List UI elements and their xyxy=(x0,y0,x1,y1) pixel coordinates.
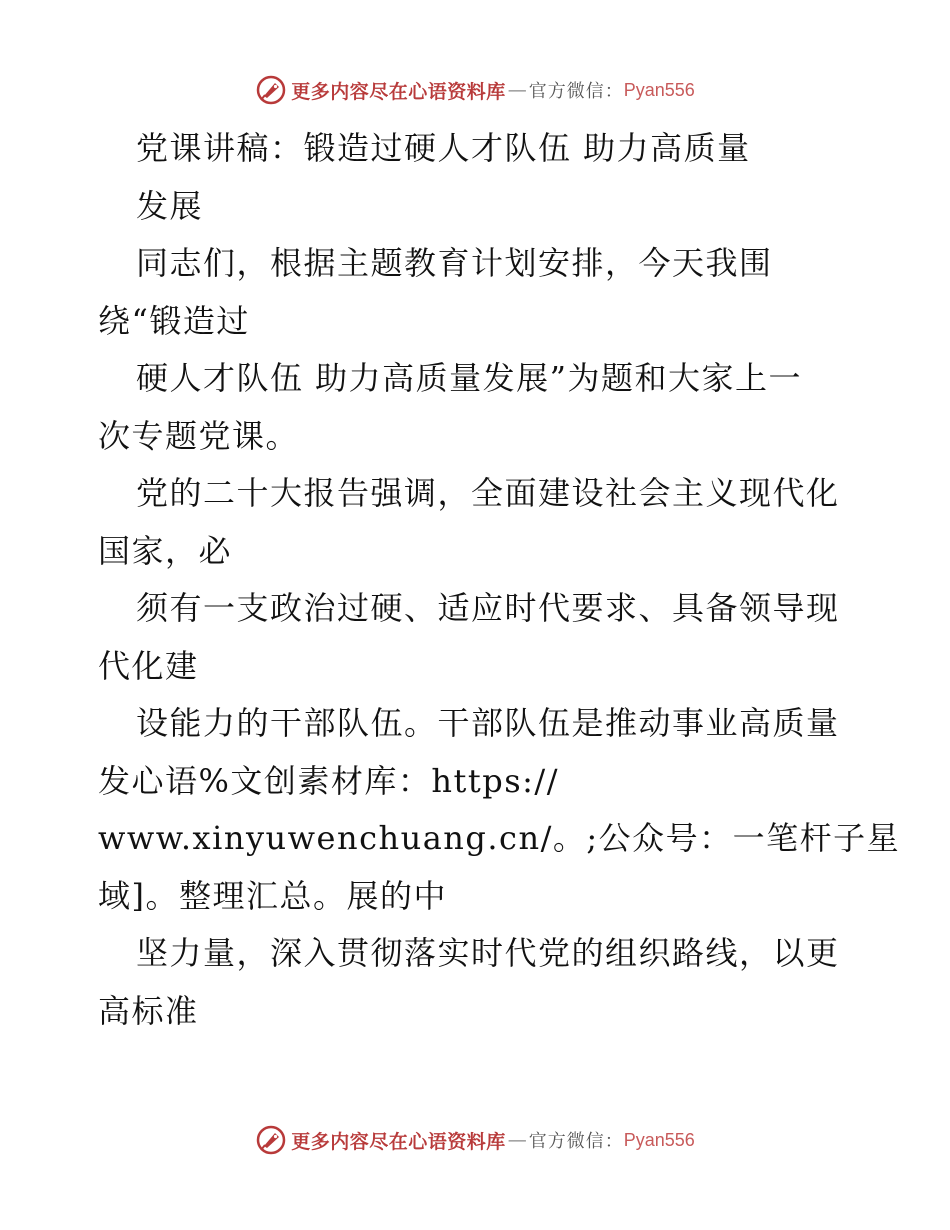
document-line: 须有一支政治过硬、适应时代要求、具备领导现 xyxy=(136,589,840,627)
header-watermark xyxy=(0,70,950,110)
pen-nib-circle-icon xyxy=(255,1124,287,1156)
watermark-wechat-id: Pyan556 xyxy=(623,1129,695,1150)
watermark-official-label: 官方微信： xyxy=(528,81,624,102)
watermark-brand: 更多内容尽在心语资料库 xyxy=(291,1130,506,1153)
watermark-official-label: 官方微信： xyxy=(528,1131,624,1152)
watermark-brand: 更多内容尽在心语资料库 xyxy=(291,80,506,103)
document-line: 坚力量，深入贯彻落实时代党的组织路线，以更 xyxy=(136,934,840,972)
document-body xyxy=(98,120,901,1040)
document-line: 高标准 xyxy=(98,991,199,1030)
watermark-wechat-id: Pyan556 xyxy=(623,79,695,100)
document-line: 次专题党课。 xyxy=(98,416,300,455)
watermark-separator: — xyxy=(507,79,527,101)
document-line: 绕“锻造过 xyxy=(98,301,250,340)
footer-watermark xyxy=(0,1120,950,1160)
document-line: 硬人才队伍 助力高质量发展”为题和大家上一 xyxy=(136,359,803,397)
document-line: 发心语%文创素材库：https:// xyxy=(98,761,559,800)
document-line: 域]。整理汇总。展的中 xyxy=(98,876,447,915)
document-line: 代化建 xyxy=(98,646,199,685)
document-line: www.xinyuwenchuang.cn/。;公众号：一笔杆子星 xyxy=(98,819,901,857)
document-line: 设能力的干部队伍。干部队伍是推动事业高质量 xyxy=(136,704,840,742)
pen-nib-circle-icon xyxy=(255,74,287,106)
watermark-separator: — xyxy=(507,1129,527,1151)
document-line: 发展 xyxy=(136,186,204,225)
document-line: 党课讲稿：锻造过硬人才队伍 助力高质量 xyxy=(136,129,751,167)
document-line: 党的二十大报告强调，全面建设社会主义现代化 xyxy=(136,474,840,512)
document-line: 同志们，根据主题教育计划安排，今天我围 xyxy=(136,244,773,282)
document-line: 国家，必 xyxy=(98,531,233,570)
